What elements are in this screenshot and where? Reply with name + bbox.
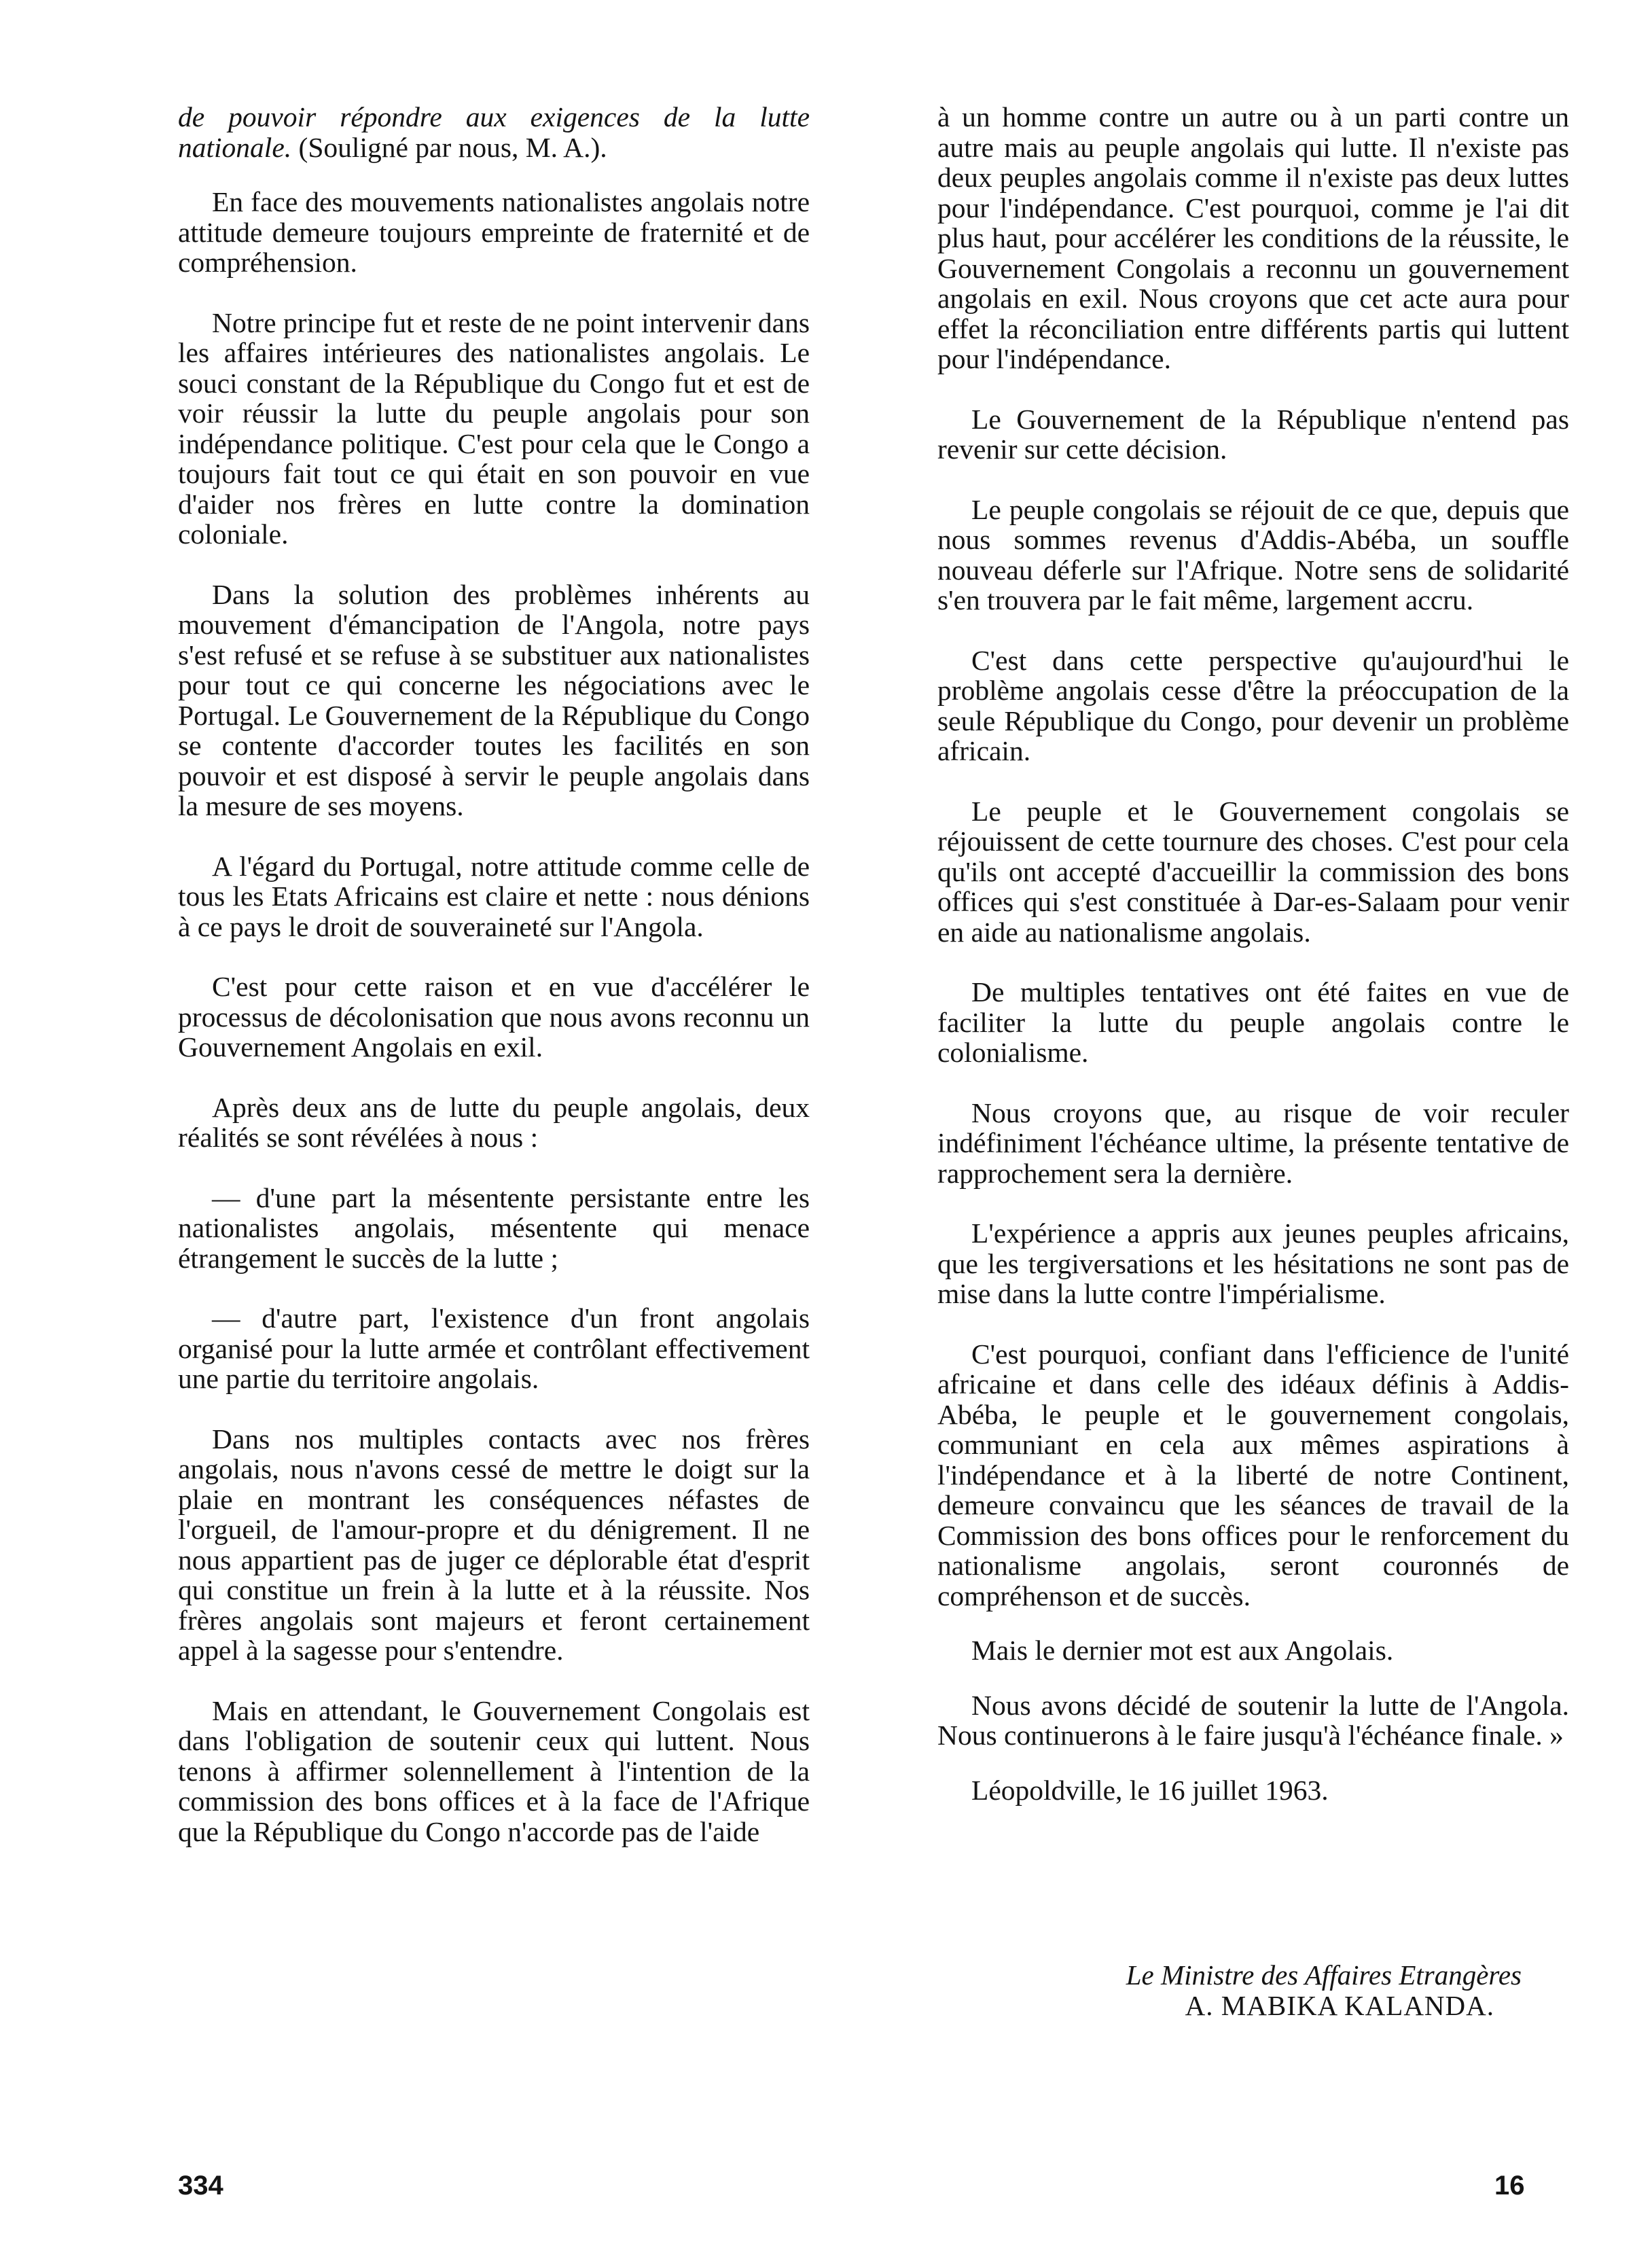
signatory-name: A. MABIKA KALANDA. — [1185, 1990, 1494, 2021]
body-paragraph: Dans la solution des problèmes inhérents au mouvement d'émancipation de l'Angola, notre pays s'est refusé et se refuse à se substituer aux nationalistes pour tout ce qui concerne les négociations avec le Portugal. Le Gouvernement de la République du Congo se contente d'accorder toutes les facilités en son pouvoir et est disposé à servir le peuple angolais dans la mesure de ses moyens. — [178, 578, 810, 821]
intro-italic-text: de pouvoir répondre aux exigences de la lutte nationale. — [178, 101, 810, 163]
closing-paragraph: Nous avons décidé de soutenir la lutte de l'Angola. Nous continuerons à le faire jusqu'à l'échéance finale. » — [937, 1689, 1569, 1751]
signatory-title: Le Ministre des Affaires Etrangères — [1126, 1959, 1522, 1991]
body-paragraph: Après deux ans de lutte du peuple angolais, deux réalités se sont révélées à nous : — [178, 1091, 810, 1153]
body-paragraph: C'est dans cette perspective qu'aujourd'hui le problème angolais cesse d'être la préoccupation de la seule République du Congo, pour devenir un problème africain. — [937, 644, 1569, 766]
right-column — [937, 102, 1569, 1832]
list-item-paragraph: — d'autre part, l'existence d'un front angolais organisé pour la lutte armée et contrôlant effectivement une partie du territoire angolais. — [178, 1302, 810, 1394]
intro-paragraph — [178, 102, 810, 162]
body-paragraph: Notre principe fut et reste de ne point intervenir dans les affaires intérieures des nationalistes angolais. Le souci constant de la République du Congo fut et est de voir réussir la lutte du peuple angolais pour son indépendance politique. C'est pour cela que le Congo a toujours fait tout ce qui était en son pouvoir en vue d'aider nos frères en lutte contre la domination coloniale. — [178, 306, 810, 550]
body-paragraph: Mais le dernier mot est aux Angolais. — [971, 1635, 1394, 1666]
body-paragraph: Mais en attendant, le Gouvernement Congolais est dans l'obligation de soutenir ceux qui luttent. Nous tenons à affirmer solennellement à l'intention de la commission des bons offices et à la face de l'Afrique que la République du Congo n'accorde pas de l'aide — [178, 1694, 810, 1847]
body-paragraph: Nous croyons que, au risque de voir reculer indéfiniment l'échéance ultime, la présente tentative de rapprochement sera la dernière. — [937, 1097, 1569, 1189]
date-line: Léopoldville, le 16 juillet 1963. — [971, 1774, 1329, 1806]
body-paragraph: Le peuple congolais se réjouit de ce que, depuis que nous sommes revenus d'Addis-Abéba, un souffle nouveau déferle sur l'Afrique. Notre sens de solidarité s'en trouvera par le fait même, largement accru. — [937, 493, 1569, 616]
list-item-paragraph: — d'une part la mésentente persistante entre les nationalistes angolais, mésentente qui menace étrangement le succès de la lutte ; — [178, 1181, 810, 1274]
left-column — [178, 102, 810, 1876]
body-paragraph: C'est pourquoi, confiant dans l'efficience de l'unité africaine et dans celle des idéaux définis à Addis-Abéba, le peuple et le gouvernement congolais, communiant en cela aux mêmes aspirations à l'indépendance et à la liberté de notre Continent, demeure convaincu que les séances de travail de la Commission des bons offices pour le renforcement du nationalisme angolais, seront couronnés de compréhenson et de succès. — [937, 1338, 1569, 1612]
body-paragraph: L'expérience a appris aux jeunes peuples africains, que les tergiversations et les hésitations ne sont pas de mise dans la lutte contre l'impérialisme. — [937, 1217, 1569, 1309]
body-paragraph: Le Gouvernement de la République n'entend pas revenir sur cette décision. — [937, 403, 1569, 465]
page-number-left: 334 — [178, 2171, 223, 2201]
body-paragraph: A l'égard du Portugal, notre attitude comme celle de tous les Etats Africains est claire et nette : nous dénions à ce pays le droit de souveraineté sur l'Angola. — [178, 850, 810, 942]
continued-paragraph: à un homme contre un autre ou à un parti contre un autre mais au peuple angolais qui lutte. Il n'existe pas deux peuples angolais comme il n'existe pas deux luttes pour l'indépendance. C'est pourquoi, comme je l'ai dit plus haut, pour accélérer les conditions de la réussite, le Gouvernement Congolais a reconnu un gouvernement angolais en exil. Nous croyons que cet acte aura pour effet la réconciliation entre différents partis qui luttent pour l'indépendance. — [937, 101, 1569, 374]
page-number-right: 16 — [1494, 2171, 1525, 2201]
body-paragraph: Dans nos multiples contacts avec nos frères angolais, nous n'avons cessé de mettre le doigt sur la plaie en montrant les conséquences néfastes de l'orgueil, de l'amour-propre et du dénigrement. Il ne nous appartient pas de juger ce déplorable état d'esprit qui constitue un frein à la lutte et à la réussite. Nos frères angolais sont majeurs et feront certainement appel à la sagesse pour s'entendre. — [178, 1423, 810, 1666]
body-paragraph: En face des mouvements nationalistes angolais notre attitude demeure toujours empreinte de fraternité et de compréhension. — [178, 186, 810, 278]
intro-normal-text: (Souligné par nous, M. A.). — [291, 131, 607, 163]
body-paragraph: De multiples tentatives ont été faites en vue de faciliter la lutte du peuple angolais contre le colonialisme. — [937, 976, 1569, 1068]
body-paragraph: C'est pour cette raison et en vue d'accélérer le processus de décolonisation que nous avons reconnu un Gouvernement Angolais en exil. — [178, 971, 810, 1063]
signature-block — [937, 1960, 1522, 2021]
body-paragraph: Le peuple et le Gouvernement congolais se réjouissent de cette tournure des choses. C'est pour cela qu'ils ont accepté d'accueillir la commission des bons offices qui s'est constituée à Dar-es-Salaam pour venir en aide au nationalisme angolais. — [937, 795, 1569, 948]
